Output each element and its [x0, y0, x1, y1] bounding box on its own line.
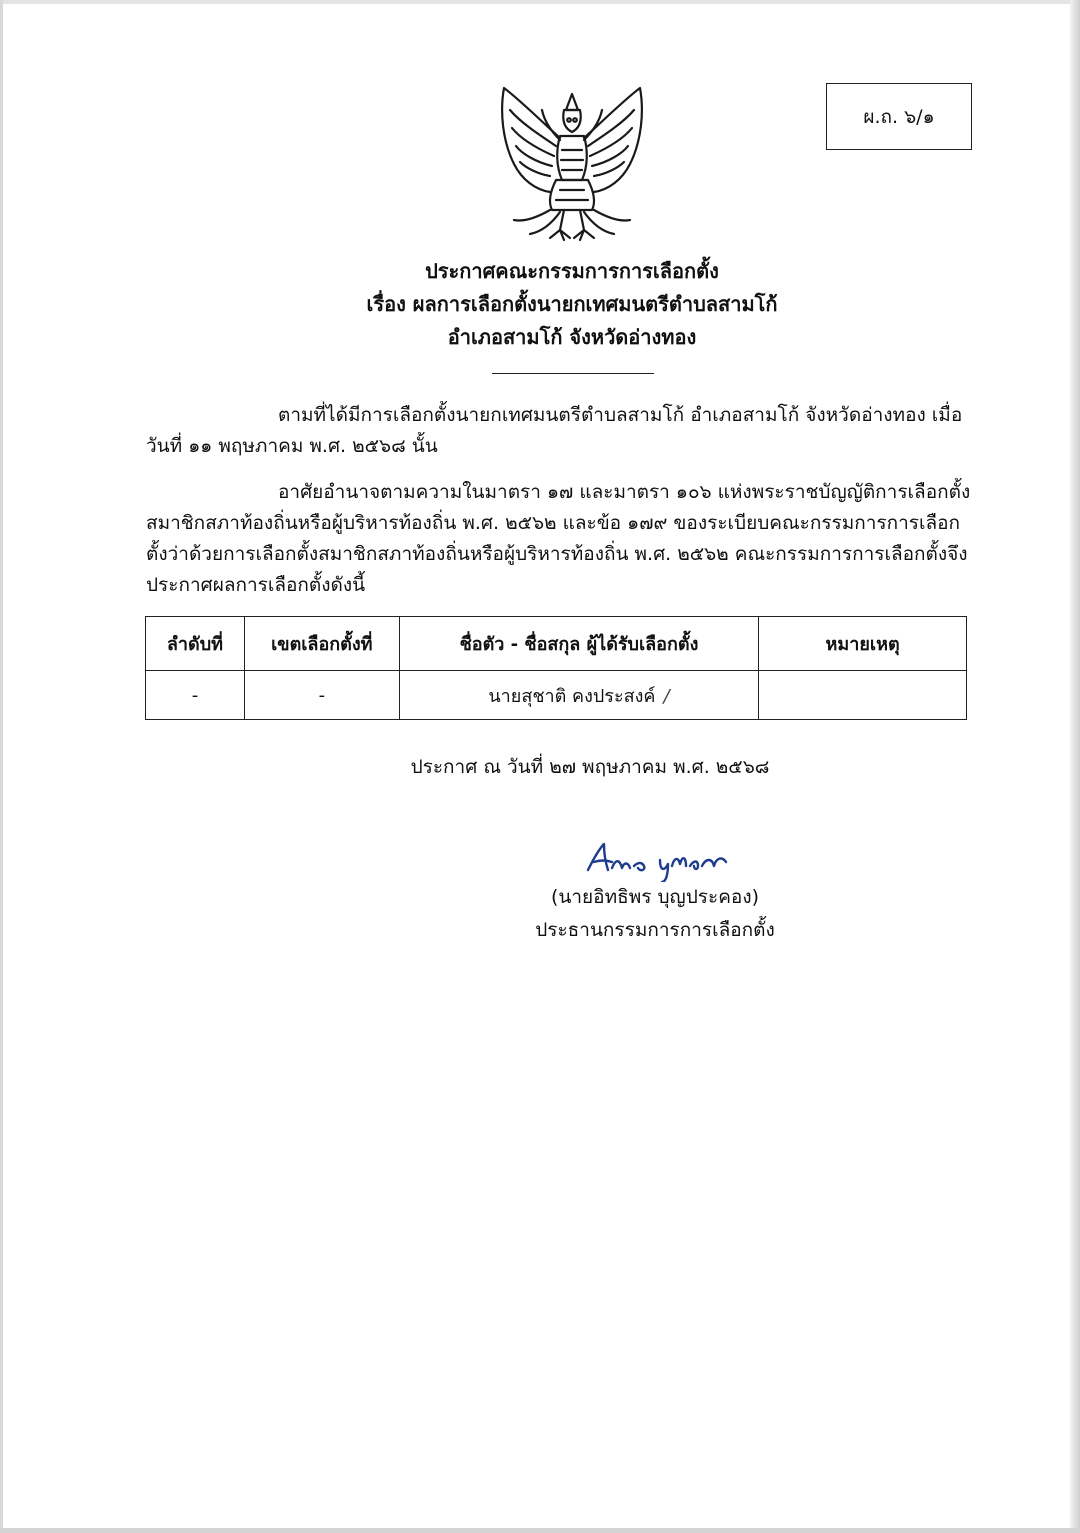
- header-remark: หมายเหตุ: [759, 617, 967, 671]
- paragraph-1-text: ตามที่ได้มีการเลือกตั้งนายกเทศมนตรีตำบลสามโก้ อำเภอสามโก้ จังหวัดอ่างทอง เมื่อวันที่ ๑๑ พฤษภาคม พ.ศ. ๒๕๖๘ นั้น: [146, 404, 963, 457]
- heading-line-1: ประกาศคณะกรรมการการเลือกตั้ง: [425, 259, 719, 283]
- scan-edge-right: [1070, 0, 1080, 1533]
- check-mark: /: [663, 685, 670, 707]
- announcement-date: ประกาศ ณ วันที่ ๒๗ พฤษภาคม พ.ศ. ๒๕๖๘: [410, 756, 770, 778]
- cell-name: [399, 671, 758, 720]
- table-row: [146, 671, 967, 720]
- header-order: ลำดับที่: [146, 617, 245, 671]
- paragraph-2-text: อาศัยอำนาจตามความในมาตรา ๑๗ และมาตรา ๑๐๖ แห่งพระราชบัญญัติการเลือกตั้งสมาชิกสภาท้องถิ่นหรือผู้บริหารท้องถิ่น พ.ศ. ๒๕๖๒ และข้อ ๑๗๙ ของระเบียบคณะกรรมการการเลือกตั้งว่าด้วยการเลือกตั้งสมาชิกสภาท้องถิ่นหรือผู้บริหารท้องถิ่น พ.ศ. ๒๕๖๒ คณะกรรมการการเลือกตั้งจึงประกาศผลการเลือกตั้งดังนี้: [146, 481, 971, 596]
- header-district: เขตเลือกตั้งที่: [244, 617, 399, 671]
- table-header-row: [146, 617, 967, 671]
- scan-edge-bottom: [0, 1528, 1080, 1533]
- cell-remark: [759, 671, 967, 720]
- heading-line-2: เรื่อง ผลการเลือกตั้งนายกเทศมนตรีตำบลสามโก้: [366, 292, 778, 316]
- scan-edge-left: [0, 0, 3, 1533]
- results-table: [145, 616, 967, 720]
- elected-name: นายสุชาติ คงประสงค์: [488, 685, 656, 707]
- cell-district: -: [244, 671, 399, 720]
- form-code-box: [826, 83, 972, 150]
- heading-divider: [492, 373, 654, 374]
- form-code: ผ.ถ. ๖/๑: [863, 105, 935, 128]
- garuda-emblem-icon: [490, 80, 654, 246]
- signer-name: (นายอิทธิพร บุญประคอง): [550, 886, 760, 908]
- scan-edge-top: [0, 0, 1080, 4]
- header-name: ชื่อตัว - ชื่อสกุล ผู้ได้รับเลือกตั้ง: [399, 617, 758, 671]
- cell-order: -: [146, 671, 245, 720]
- heading-line-3: อำเภอสามโก้ จังหวัดอ่างทอง: [447, 325, 697, 349]
- paragraph-2: [146, 477, 974, 601]
- handwritten-signature-icon: [582, 838, 732, 882]
- signer-title: ประธานกรรมการการเลือกตั้ง: [535, 919, 775, 941]
- paragraph-1: [146, 400, 974, 462]
